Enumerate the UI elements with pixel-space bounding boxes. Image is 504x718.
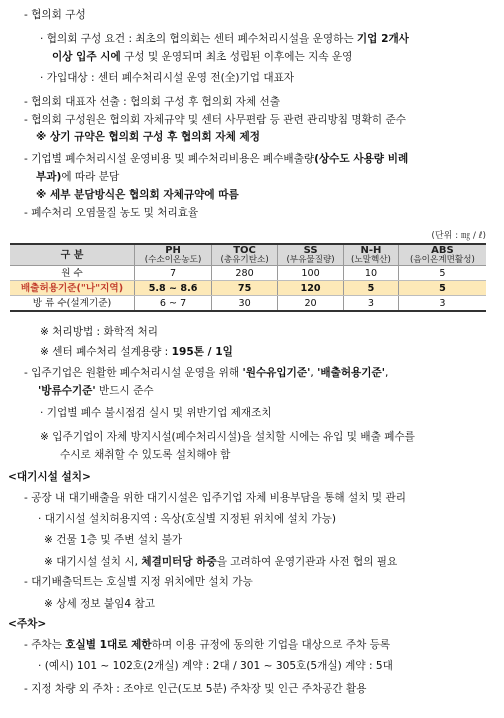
table-row: [10, 266, 486, 281]
section-parking: <주차>: [8, 618, 47, 630]
table-header-ss: SS (부유물질량): [278, 244, 344, 266]
table-row: [10, 281, 486, 296]
pollutant-heading: - 폐수처리 오염물질 농도 및 처리효율: [24, 207, 199, 219]
parking-example-line: · (예시) 101 ~ 102호(2개실) 계약 : 2대 / 301 ~ 305호(5개실) 계약 : 5대: [38, 660, 393, 672]
table-cell: 5: [398, 281, 486, 296]
cost-sharing-line: - 기업별 폐수처리시설 운영비용 및 폐수처리비용은 폐수배출량(상수도 사용량 비례: [24, 153, 409, 165]
standards-compliance-cont: '방류수기준' 반드시 준수: [38, 385, 154, 397]
row-label-emission-standard: 배출허용기준("나"지역): [10, 281, 135, 296]
table-header-toc: TOC (총유기탄소): [212, 244, 278, 266]
table-header-abs: ABS (음이온계면활성): [398, 244, 486, 266]
table-cell: 280: [212, 266, 278, 281]
note-air-ground-floor: ※ 건물 1층 및 주변 설치 불가: [44, 534, 183, 546]
table-cell: 100: [278, 266, 344, 281]
air-facility-line: - 공장 내 대기배출을 위한 대기시설은 입주기업 자체 비용부담을 통해 설치 및 관리: [24, 492, 406, 504]
council-requirement-cont: 이상 입주 시에 구성 및 운영되며 최초 성립된 이후에는 지속 운영: [52, 51, 353, 63]
cost-sharing-cont: 부과)에 따라 분담: [36, 171, 120, 183]
table-cell: 3: [398, 296, 486, 312]
unit-label: (단위 : ㎎ / ℓ): [431, 231, 486, 241]
row-label-discharge: 방 류 수(설계기준): [10, 296, 135, 312]
council-member-target: · 가입대상 : 센터 폐수처리시설 운영 전(全)기업 대표자: [40, 72, 295, 84]
table-header-nh: N-H (노말헥산): [344, 244, 399, 266]
table-cell: 10: [344, 266, 399, 281]
table-cell: 6 ~ 7: [135, 296, 212, 312]
note-cost-sharing: ※ 세부 분담방식은 협의회 자체규약에 따름: [36, 189, 239, 201]
table-header-ph: PH (수소이온농도): [135, 244, 212, 266]
council-compliance-line: - 협의회 구성원은 협의회 자체규약 및 센터 사무편람 등 관련 관리방침 명확히 준수: [24, 114, 406, 126]
council-representative-line: - 협의회 대표자 선출 : 협의회 구성 후 협의회 자체 선출: [24, 96, 280, 108]
table-cell: 5: [344, 281, 399, 296]
table-cell: 30: [212, 296, 278, 312]
note-air-load: ※ 대기시설 설치 시, 체결미터당 하중을 고려하여 운영기관과 사전 협의 필요: [44, 556, 398, 568]
note-self-facility: ※ 입주기업이 자체 방지시설(폐수처리시설)을 설치할 시에는 유입 및 배출 폐수를: [40, 431, 415, 443]
note-design-capacity: ※ 센터 폐수처리 설계용량 : 195톤 / 1일: [40, 346, 233, 358]
parking-limit-line: - 주차는 호실별 1대로 제한하며 이용 규정에 동의한 기업을 대상으로 주차 등록: [24, 639, 391, 651]
table-cell: 120: [278, 281, 344, 296]
table-row: [10, 296, 486, 312]
section-air-facility: <대기시설 설치>: [8, 471, 91, 483]
table-header-label: 구 분: [10, 244, 135, 266]
standards-compliance-line: - 입주기업은 원활한 폐수처리시설 운영을 위해 '원수유입기준', '배출허용기준',: [24, 367, 389, 379]
table-cell: 20: [278, 296, 344, 312]
note-attachment: ※ 상세 정보 붙임4 참고: [44, 598, 155, 610]
council-requirement-line: · 협의회 구성 요건 : 최초의 협의회는 센터 폐수처리시설을 운영하는 기업 2개사: [40, 33, 409, 45]
bullet-council-composition: - 협의회 구성: [24, 9, 86, 21]
note-rule-establishment: ※ 상기 규약은 협의회 구성 후 협의회 자체 제정: [36, 131, 261, 143]
air-facility-area: · 대기시설 설치허용지역 : 옥상(호실별 지정된 위치에 설치 가능): [38, 513, 336, 525]
note-treatment-method: ※ 처리방법 : 화학적 처리: [40, 326, 159, 338]
air-duct-line: - 대기배출덕트는 호실별 지정 위치에만 설치 가능: [24, 576, 253, 588]
note-self-facility-cont: 수시로 채취할 수 있도록 설치해야 함: [60, 449, 231, 461]
table-cell: 5.8 ~ 8.6: [135, 281, 212, 296]
row-label-raw: 원 수: [10, 266, 135, 281]
table-cell: 3: [344, 296, 399, 312]
table-cell: 75: [212, 281, 278, 296]
table-cell: 5: [398, 266, 486, 281]
table-cell: 7: [135, 266, 212, 281]
parking-external-line: - 지정 차량 외 주차 : 조야로 인근(도보 5분) 주차장 및 인근 주차공간 활용: [24, 683, 367, 695]
inspection-line: · 기업별 폐수 불시점검 실시 및 위반기업 제재조치: [40, 407, 272, 419]
pollutant-table: [10, 243, 486, 312]
